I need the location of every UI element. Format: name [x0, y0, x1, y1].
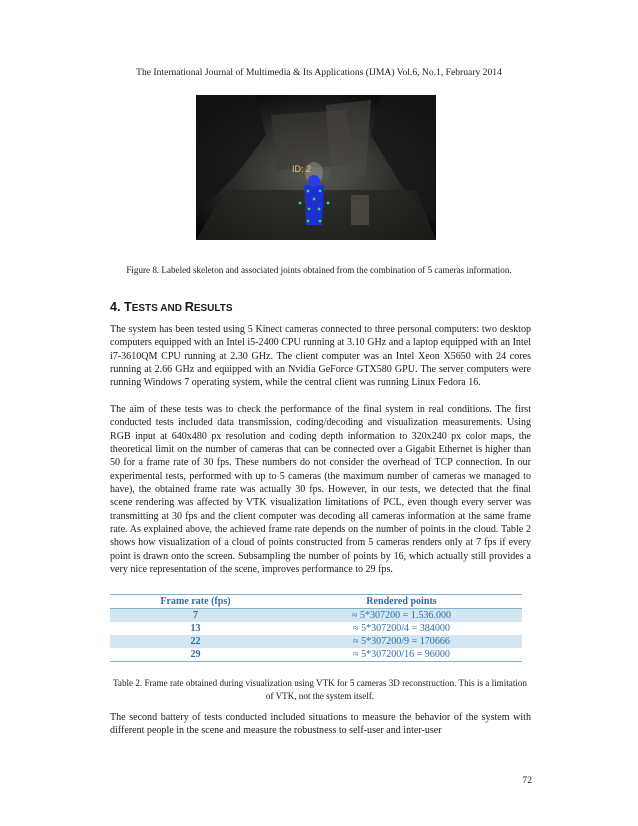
section-number: 4. — [110, 300, 125, 314]
section-heading — [110, 300, 233, 314]
table-row — [110, 609, 522, 623]
column-header: Frame rate (fps) — [160, 596, 231, 607]
rendered-points-cell: ≈ 5*307200/9 = 170666 — [353, 636, 450, 647]
section-word-results: ESULTS — [193, 303, 233, 314]
rendered-points-cell: ≈ 5*307200/16 = 96000 — [353, 649, 450, 660]
frame-rate-table — [110, 594, 522, 662]
rendered-points-cell: ≈ 5*307200/4 = 384000 — [353, 623, 450, 634]
figure-id-label: ID: 2 — [292, 164, 312, 174]
table-row — [110, 648, 522, 662]
page-number: 72 — [522, 775, 532, 786]
section-word-results-cap: R — [184, 300, 194, 314]
section-word-tests: ESTS — [131, 303, 158, 314]
body-paragraph: The system has been tested using 5 Kinect cameras connected to three personal computers: two desktop computers equipped with an Intel i5-2400 CPU running at 3.10 GHz and a laptop equipped with an Intel i7-3610QM CPU running at 2.30 GHz. The client computer was an Intel Xeon X5650 with 24 cores running at 2.66 GHz and equipped with an Nvidia GeForce GTX580 GPU. The server computers were running Windows 7 operating system, while the central client was running Linux Fedora 16. — [110, 324, 531, 389]
body-paragraph: The second battery of tests conducted included situations to measure the behavior of the system with different people in the scene and measure the robustness to self-user and inter-user — [110, 712, 531, 737]
column-header: Rendered points — [366, 596, 437, 607]
table-header-row — [110, 595, 522, 609]
figure-caption: Figure 8. Labeled skeleton and associated joints obtained from the combination of 5 cameras information. — [126, 265, 512, 275]
table-row — [110, 635, 522, 648]
frame-rate-cell: 7 — [192, 610, 198, 621]
body-paragraph: The aim of these tests was to check the performance of the final system in real conditions. The first conducted tests included data transmission, coding/decoding and visualization measurements. Using RGB input at 640x480 px resolution and coding depth information to 320x240 px color maps, the theoretical limit on the number of cameras that can be connected over a Gigabit Ethernet is higher than 50 for a frame rate of 30 fps. These numbers do not consider the overhead of TCP connection. In our experimental tests, performed with up to 5 cameras (the maximum number of cameras we managed to have), the obtained frame rate was actually 30 fps. However, in our tests, we detected that the final scene rendering was affected by VTK visualization limitations of PCL, even though every server was transmitting at 30 fps and the client computer was decoding all cameras information at the same frame rate. As explained above, the achieved frame rate depends on the number of points in the cloud. Table 2 shows how visualization of a cloud of points constructed from 5 cameras renders only at 7 fps if every point is drawn onto the screen. Subsampling the number of points by 16, which actually still provides a very nice representation of the scene, improves performance to 29 fps. — [110, 404, 531, 576]
frame-rate-cell: 13 — [190, 623, 201, 634]
section-word-tests-cap: T — [124, 300, 132, 314]
point-cloud-figure — [196, 95, 436, 240]
table-caption: Table 2. Frame rate obtained during visualization using VTK for 5 cameras 3D reconstruction. This is a limitation of VTK, not the system itself. — [113, 678, 527, 701]
table-row — [110, 622, 522, 635]
section-word-and: AND — [157, 303, 185, 314]
point-cloud-image — [196, 95, 436, 240]
journal-header: The International Journal of Multimedia & Its Applications (IJMA) Vol.6, No.1, February 2014 — [136, 67, 502, 78]
frame-rate-cell: 22 — [190, 636, 201, 647]
frame-rate-cell: 29 — [190, 649, 201, 660]
rendered-points-cell: ≈ 5*307200 = 1.536.000 — [351, 610, 452, 621]
